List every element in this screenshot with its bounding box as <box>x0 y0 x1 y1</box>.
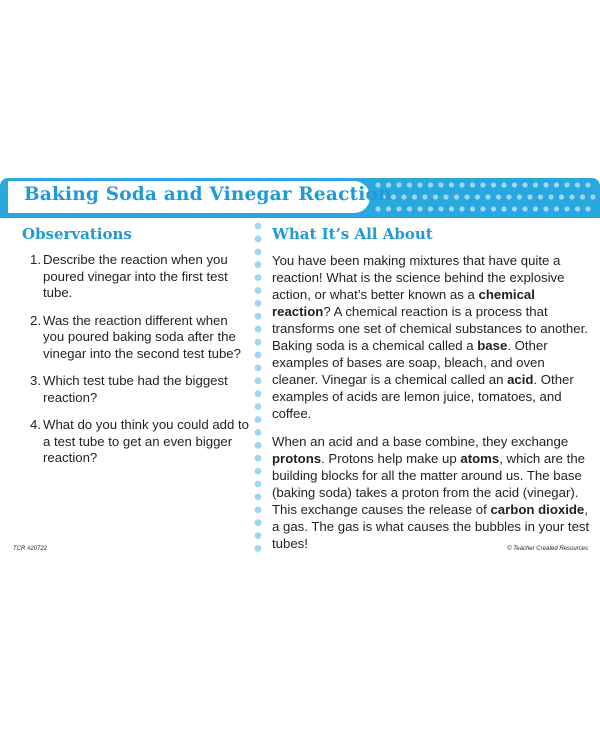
banner-dot <box>569 194 574 199</box>
banner-dot <box>480 206 485 211</box>
banner-dot <box>538 194 543 199</box>
page-title: Baking Soda and Vinegar Reaction <box>24 184 392 205</box>
divider-dot <box>255 352 262 359</box>
observations-heading: Observations <box>22 225 132 243</box>
term-base: base <box>477 338 508 353</box>
banner-dot <box>517 194 522 199</box>
banner-dot <box>449 182 454 187</box>
question-item <box>17 252 249 302</box>
banner-dot <box>480 182 485 187</box>
banner-dot <box>506 194 511 199</box>
banner-dot <box>501 182 506 187</box>
banner-dot <box>491 206 496 211</box>
text-run: . Other examples of bases are soap, bleach, and oven cleaner. Vinegar is a chemical called an <box>272 338 548 387</box>
term-acid: acid <box>507 372 534 387</box>
divider-dot <box>255 429 262 436</box>
term-protons: protons <box>272 451 322 466</box>
banner-dot <box>375 206 380 211</box>
text-run: When an acid and a base combine, they exchange <box>272 434 569 449</box>
banner-dot <box>501 206 506 211</box>
banner-dot <box>449 206 454 211</box>
banner-dot <box>580 194 585 199</box>
divider-dot <box>255 442 262 449</box>
banner-dot <box>512 206 517 211</box>
footer-copyright: © Teacher Created Resources <box>507 546 588 552</box>
divider-dot <box>255 519 262 526</box>
observation-questions <box>17 252 249 478</box>
question-item <box>17 313 249 363</box>
text-run: You have been making mixtures that have quite a reaction! What is the science behind the explosive action, or what’s better known as a <box>272 253 565 302</box>
banner-dot <box>396 182 401 187</box>
divider-dot <box>255 455 262 462</box>
banner-dot <box>407 182 412 187</box>
question-number: 4. <box>30 417 41 432</box>
banner-dot <box>407 206 412 211</box>
banner-dot <box>554 206 559 211</box>
banner-dot <box>575 182 580 187</box>
divider-dot <box>255 326 262 333</box>
banner-dot <box>470 182 475 187</box>
banner-dot <box>401 194 406 199</box>
banner-dot <box>590 194 595 199</box>
banner-dot <box>396 206 401 211</box>
banner-dot <box>417 182 422 187</box>
banner-dot <box>543 182 548 187</box>
about-article <box>272 252 590 563</box>
banner-underline <box>0 216 600 218</box>
divider-dot <box>255 494 262 501</box>
about-heading: What It’s All About <box>272 225 433 243</box>
banner-dot <box>438 206 443 211</box>
banner-dot <box>422 194 427 199</box>
text-run: . Protons help make up <box>321 451 461 466</box>
about-paragraph-1 <box>272 252 590 422</box>
text-run: . Other examples of acids are lemon juice, tomatoes, and coffee. <box>272 372 574 421</box>
banner-dot <box>512 182 517 187</box>
banner-dot <box>433 194 438 199</box>
banner-dot <box>485 194 490 199</box>
question-text: What do you think you could add to a test tube to get an even bigger reaction? <box>43 417 250 465</box>
divider-dot <box>255 248 262 255</box>
banner-dot <box>417 206 422 211</box>
banner-dot <box>412 194 417 199</box>
banner-dot <box>386 206 391 211</box>
divider-dot <box>255 287 262 294</box>
divider-dot <box>255 506 262 513</box>
divider-dot <box>255 236 262 243</box>
banner-dot <box>470 206 475 211</box>
divider-dot <box>255 377 262 384</box>
question-number: 2. <box>30 312 41 328</box>
question-item <box>17 373 249 406</box>
term-chemical-reaction: chemical reaction <box>272 287 535 319</box>
banner-dot-pattern <box>372 178 600 216</box>
banner-dot <box>491 182 496 187</box>
question-text: Describe the reaction when you poured vinegar into the first test tube. <box>43 252 228 300</box>
banner-dot <box>585 182 590 187</box>
divider-dot <box>255 274 262 281</box>
banner-dot <box>585 206 590 211</box>
banner-dot <box>443 194 448 199</box>
divider-dot <box>255 390 262 397</box>
banner-dot <box>554 182 559 187</box>
divider-dot <box>255 365 262 372</box>
divider-dot <box>255 416 262 423</box>
banner-dot <box>533 182 538 187</box>
divider-dot <box>255 223 262 230</box>
banner-dot <box>496 194 501 199</box>
banner-dot <box>533 206 538 211</box>
banner-dot <box>548 194 553 199</box>
question-number: 1. <box>30 252 41 267</box>
column-divider-dots <box>252 220 264 560</box>
question-text: Which test tube had the biggest reaction? <box>43 373 228 405</box>
about-paragraph-2 <box>272 433 590 552</box>
question-text: Was the reaction different when you poured baking soda after the vinegar into the second test tube? <box>43 312 241 361</box>
divider-dot <box>255 545 262 552</box>
banner-dot <box>527 194 532 199</box>
banner-dot <box>464 194 469 199</box>
banner-dot <box>564 206 569 211</box>
divider-dot <box>255 261 262 268</box>
divider-dot <box>255 339 262 346</box>
divider-dot <box>255 300 262 307</box>
divider-dot <box>255 532 262 539</box>
term-carbon-dioxide: carbon dioxide <box>490 502 585 517</box>
banner-dot <box>564 182 569 187</box>
banner-dot <box>522 182 527 187</box>
question-number: 3. <box>30 373 41 388</box>
question-item <box>17 417 249 467</box>
banner-dot <box>575 206 580 211</box>
banner-dot <box>428 206 433 211</box>
banner-dot <box>454 194 459 199</box>
text-run: ? A chemical reaction is a process that transforms one set of chemical substances to another. Baking soda is a chemical called a <box>272 304 588 353</box>
banner-dot <box>543 206 548 211</box>
banner-dot <box>459 206 464 211</box>
banner-dot <box>428 182 433 187</box>
text-run: , which are the building blocks for all the matter around us. The base (baking soda) takes a proton from the acid (vinegar). This exchange causes the release of <box>272 451 585 517</box>
divider-dot <box>255 403 262 410</box>
divider-dot <box>255 313 262 320</box>
divider-dot <box>255 481 262 488</box>
banner-dot <box>475 194 480 199</box>
banner-dot <box>459 182 464 187</box>
footer-catalog-number: TCR #20722 <box>13 546 48 552</box>
banner-dot <box>522 206 527 211</box>
divider-dot <box>255 468 262 475</box>
term-atoms: atoms <box>460 451 500 466</box>
text-run: , a gas. The gas is what causes the bubbles in your test tubes! <box>272 502 590 551</box>
banner-dot <box>438 182 443 187</box>
banner-dot <box>559 194 564 199</box>
